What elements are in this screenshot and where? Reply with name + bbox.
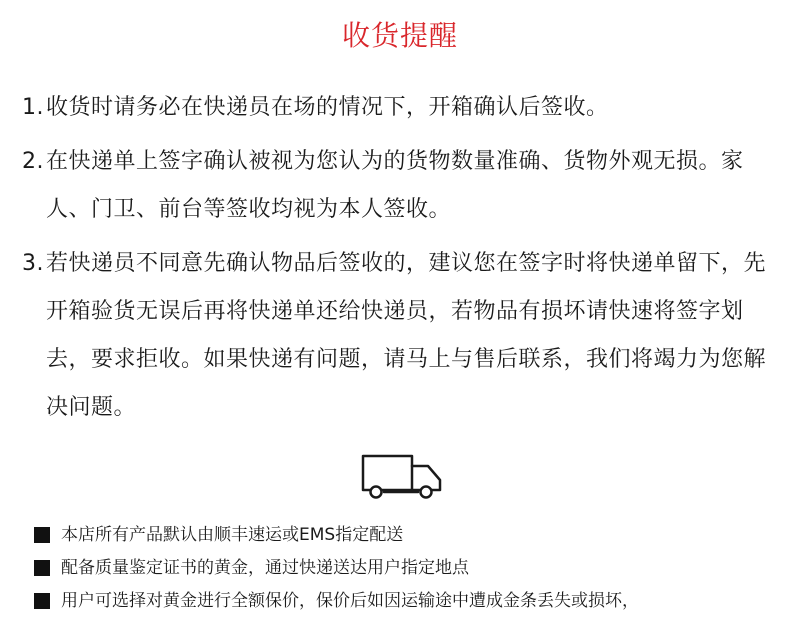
note-text: 本店所有产品默认由顺丰速运或EMS指定配送 [61,525,404,545]
shipping-notes [34,524,784,623]
rule-item-1 [22,84,792,132]
rule-item-2 [22,138,792,234]
rule-text: 在快递单上签字确认被视为您认为的货物数量准确、货物外观无损。家人、门卫、前台等签收均视为本人签收。 [46,149,744,222]
rule-number: 1. [22,95,44,120]
page-title: 收货提醒 [341,19,458,52]
delivery-truck-icon [360,452,444,502]
note-item-3 [34,590,784,612]
rules-list [22,84,792,438]
rule-number: 3. [22,251,44,276]
rule-item-3 [22,240,792,432]
bullet-square-icon [34,527,50,543]
rule-text: 收货时请务必在快递员在场的情况下，开箱确认后签收。 [46,95,609,120]
bullet-square-icon [34,593,50,609]
rule-number: 2. [22,149,44,174]
note-item-2 [34,557,784,579]
note-text: 用户可选择对黄金进行全额保价，保价后如因运输途中遭成金条丢失或损坏， [61,591,639,611]
bullet-square-icon [34,560,50,576]
rule-text: 若快递员不同意先确认物品后签收的，建议您在签字时将快递单留下，先开箱验货无误后再将快递单还给快递员，若物品有损坏请快速将签字划去，要求拒收。如果快递有问题，请马上与售后联系，我们将竭力为您解决问题。 [46,251,767,420]
note-text: 配备质量鉴定证书的黄金，通过快递送达用户指定地点 [61,558,469,578]
note-item-1 [34,524,784,546]
